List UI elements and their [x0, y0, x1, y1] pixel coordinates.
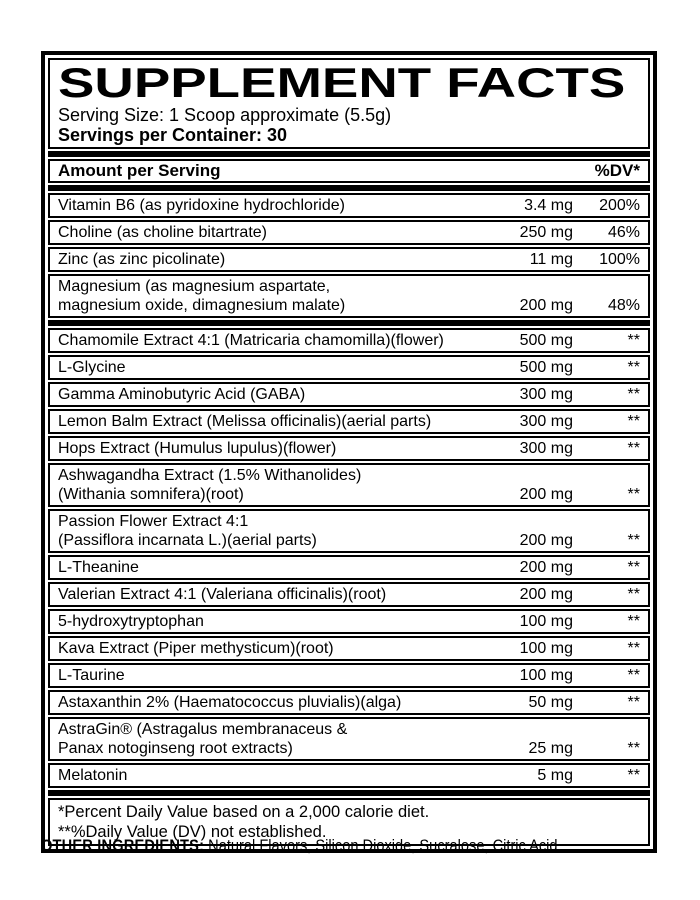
ingredient-dv: ** — [627, 440, 640, 457]
table-row — [48, 274, 650, 318]
ingredient-name: Chamomile Extract 4:1 (Matricaria chamomilla)(flower) — [58, 332, 444, 349]
ingredient-name: Vitamin B6 (as pyridoxine hydrochloride) — [58, 197, 345, 214]
title-block — [48, 58, 650, 149]
ingredient-name: L-Taurine — [58, 667, 125, 684]
serving-size: Serving Size: 1 Scoop approximate (5.5g) — [58, 105, 392, 125]
ingredient-name: AstraGin® (Astragalus membranaceus & Panax notoginseng root extracts) — [58, 721, 348, 757]
ingredient-amount: 100 mg — [519, 613, 573, 630]
table-row — [48, 582, 650, 607]
ingredient-amount: 11 mg — [529, 251, 573, 268]
dv-header: %DV* — [594, 161, 640, 180]
ingredient-amount: 100 mg — [519, 640, 573, 657]
table-row — [48, 663, 650, 688]
ingredient-name: Magnesium (as magnesium aspartate, magnesium oxide, dimagnesium malate) — [58, 278, 346, 314]
ingredient-amount: 200 mg — [519, 297, 573, 314]
ingredient-amount: 300 mg — [519, 413, 573, 430]
table-row — [48, 636, 650, 661]
table-row — [48, 355, 650, 380]
footnote-daily-value: *Percent Daily Value based on a 2,000 calorie diet. — [58, 803, 430, 821]
botanical-rows — [48, 328, 650, 788]
ingredient-dv: ** — [627, 740, 640, 757]
ingredient-dv: 48% — [607, 297, 640, 314]
table-row — [48, 555, 650, 580]
ingredient-name: Lemon Balm Extract (Melissa officinalis)(aerial parts) — [58, 413, 432, 430]
ingredient-amount: 50 mg — [528, 694, 573, 711]
table-row — [48, 220, 650, 245]
table-row — [48, 509, 650, 553]
table-row — [48, 328, 650, 353]
ingredient-name: Zinc (as zinc picolinate) — [58, 251, 226, 268]
servings-per-container: Servings per Container: 30 — [58, 125, 288, 145]
ingredient-dv: ** — [627, 640, 640, 657]
ingredient-dv: ** — [627, 586, 640, 603]
ingredient-name: L-Theanine — [58, 559, 139, 576]
ingredient-name: Ashwagandha Extract (1.5% Withanolides) (Withania somnifera)(root) — [58, 467, 362, 503]
ingredient-name: L-Glycine — [58, 359, 126, 376]
ingredient-amount: 500 mg — [519, 359, 573, 376]
table-row — [48, 463, 650, 507]
ingredient-amount: 5 mg — [537, 767, 573, 784]
ingredient-dv: 46% — [607, 224, 640, 241]
section-divider-bottom — [48, 790, 650, 796]
ingredient-dv: ** — [627, 667, 640, 684]
table-row — [48, 382, 650, 407]
other-ingredients-label: OTHER INGREDIENTS: — [41, 836, 205, 855]
ingredient-name: Gamma Aminobutyric Acid (GABA) — [58, 386, 306, 403]
ingredient-amount: 200 mg — [519, 586, 573, 603]
ingredient-dv: ** — [627, 559, 640, 576]
ingredient-dv: ** — [627, 486, 640, 503]
amount-per-serving-header: Amount per Serving — [58, 161, 221, 180]
ingredient-dv: 200% — [599, 197, 640, 214]
ingredient-dv: ** — [627, 532, 640, 549]
other-ingredients-line — [41, 836, 609, 856]
ingredient-amount: 200 mg — [519, 559, 573, 576]
ingredient-amount: 300 mg — [519, 386, 573, 403]
table-row — [48, 609, 650, 634]
section-divider-header — [48, 185, 650, 191]
ingredient-dv: ** — [627, 767, 640, 784]
ingredient-amount: 200 mg — [519, 486, 573, 503]
ingredient-name: Hops Extract (Humulus lupulus)(flower) — [58, 440, 337, 457]
ingredient-dv: ** — [627, 332, 640, 349]
supplement-facts-panel — [41, 51, 657, 853]
table-row — [48, 717, 650, 761]
panel-title-text: SUPPLEMENT FACTS — [58, 59, 626, 106]
table-row — [48, 763, 650, 788]
ingredient-amount: 3.4 mg — [524, 197, 573, 214]
table-row — [48, 409, 650, 434]
ingredient-dv: ** — [627, 694, 640, 711]
ingredient-dv: ** — [627, 386, 640, 403]
ingredient-dv: ** — [627, 359, 640, 376]
ingredient-name: Choline (as choline bitartrate) — [58, 224, 267, 241]
ingredient-name: Passion Flower Extract 4:1 (Passiflora incarnata L.)(aerial parts) — [58, 513, 317, 549]
table-row — [48, 247, 650, 272]
ingredient-amount: 250 mg — [519, 224, 573, 241]
ingredient-name: 5-hydroxytryptophan — [58, 613, 204, 630]
table-row — [48, 436, 650, 461]
ingredient-dv: ** — [627, 413, 640, 430]
table-row — [48, 193, 650, 218]
ingredient-amount: 500 mg — [519, 332, 573, 349]
ingredient-dv: ** — [627, 613, 640, 630]
footnote-not-established: **%Daily Value (DV) not established. — [58, 823, 327, 841]
ingredient-amount: 200 mg — [519, 532, 573, 549]
ingredient-name: Kava Extract (Piper methysticum)(root) — [58, 640, 334, 657]
section-divider-top — [48, 151, 650, 157]
ingredient-amount: 25 mg — [528, 740, 573, 757]
ingredient-name: Astaxanthin 2% (Haematococcus pluvialis)(alga) — [58, 694, 402, 711]
ingredient-amount: 100 mg — [519, 667, 573, 684]
table-row — [48, 690, 650, 715]
ingredient-amount: 300 mg — [519, 440, 573, 457]
column-header-row — [48, 159, 650, 183]
ingredient-dv: 100% — [599, 251, 640, 268]
section-divider-mid — [48, 320, 650, 326]
panel-title — [58, 61, 640, 105]
other-ingredients-text: Natural Flavors, Silicon Dioxide, Sucralose, Citric Acid — [204, 836, 558, 855]
primary-nutrient-rows — [48, 193, 650, 318]
ingredient-name: Valerian Extract 4:1 (Valeriana officinalis)(root) — [58, 586, 387, 603]
ingredient-name: Melatonin — [58, 767, 128, 784]
